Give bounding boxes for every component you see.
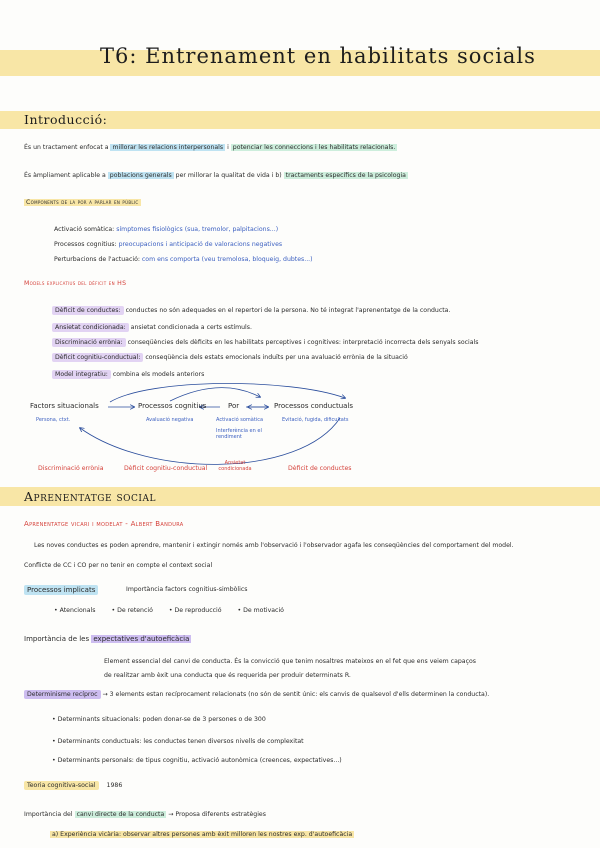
arrow (80, 418, 340, 464)
model-tag: Model integratiu: (52, 370, 111, 379)
teoria-line (24, 781, 122, 790)
model-text: conseqüència dels estats emocionals induïts per una avaluació errònia de la situació (145, 354, 408, 361)
intro-heading: Introducció: (24, 112, 108, 127)
components-heading (24, 199, 141, 206)
list-item: • Atencionals (54, 607, 96, 614)
component-detail: preocupacions i anticipació de valoracions negatives (118, 241, 283, 248)
social-line-2: Conflicte de CC i CO per no tenir en compte el context social (24, 562, 213, 569)
model-item (52, 353, 408, 362)
intro-line-1-highlight-2: potenciar les conneccions i les habilitats relacionals. (232, 144, 396, 151)
model-tag: Ansietat condicionada: (52, 323, 129, 332)
determinisme-line (24, 690, 489, 699)
component-label: Processos cognitius: (54, 241, 117, 248)
diagram-bottom-label: Dèficit cognitiu-conductual (124, 465, 208, 472)
diagram-node-cognitius: Processos cognitius (138, 402, 207, 410)
model-text: conseqüències dels dèficits en les habilitats perceptives i cognitives: interpretació incorrecta dels senyals socials (127, 339, 479, 346)
list-item-label: De reproducció (174, 607, 222, 614)
diagram-bottom-label: Dèficit de conductes (288, 465, 352, 472)
diagram-node-conductuals-sub: Evitació, fugida, dificultats (282, 417, 349, 423)
component-detail: com ens comporta (veu tremolosa, bloqueig, dubtes...) (141, 256, 313, 263)
component-label: Activació somàtica: (54, 226, 115, 233)
components-heading-text: Components de la por a parlar en públic (26, 199, 139, 206)
intro-line-2 (24, 172, 408, 179)
determinant-text: Determinants personals: de tipus cognitiu, activació autonòmica (creences, expectatives...) (57, 757, 342, 764)
teoria-year: 1986 (106, 782, 123, 789)
page-title: T6: Entrenament en habilitats socials (100, 44, 536, 68)
intro-line-2-prefix: És àmpliament aplicable a (24, 172, 106, 179)
expectatives-def-1: Element essencial del canvi de conducta. És la convicció que tenim nosaltres mateixos en el fet que ens veiem capaços (104, 658, 477, 665)
social-line-1: Les noves conductes es poden aprendre, mantenir i extingir només amb l'observació i l'observador agafa les conseqüències del comportament del model. (34, 542, 514, 549)
social-heading: Aprenentatge social (24, 489, 156, 504)
model-item (52, 370, 204, 379)
component-detail: símptomes fisiològics (sua, tremolor, palpitacions...) (116, 226, 279, 233)
model-tag: Dèficit cognitiu-conductual: (52, 353, 143, 362)
diagram-node-factors-sub: Persona, ctxt. (36, 417, 71, 423)
importancia-prefix: Importància del (24, 811, 73, 818)
intro-line-2-highlight-1: poblacions generals (109, 172, 172, 179)
model-tag: Dèficit de conductes: (52, 306, 124, 315)
social-subheading: Aprenentatge vicari i modelat - Albert Bandura (24, 520, 184, 528)
arrow (170, 388, 260, 401)
experiencia-text: a) Experiència vicària: observar altres persones amb èxit milloren les nostres exp. d'autoeficàcia (52, 831, 353, 838)
determinant-text: Determinants situacionals: poden donar-se de 3 persones o de 300 (57, 716, 266, 723)
diagram-node-factors: Factors situacionals (30, 402, 99, 410)
diagram-node-cognitius-sub: Avaluació negativa (146, 417, 194, 423)
list-item-label: De motivació (243, 607, 284, 614)
expectatives-def-2: de realitzar amb èxit una conducta que és requerida per produir determinats R. (104, 672, 351, 679)
expectatives-highlight: expectatives d'autoeficàcia (93, 635, 190, 643)
expectatives-line (24, 635, 191, 643)
diagram-node-por: Por (228, 402, 240, 410)
intro-line-1-mid: i (227, 144, 229, 151)
processos-tag (24, 585, 98, 595)
importancia-line (24, 811, 266, 818)
list-item-label: Atencionals (59, 607, 96, 614)
component-label: Perturbacions de l'actuació: (54, 256, 140, 263)
teoria-tag: Teoria cognitiva-social (24, 781, 99, 790)
determinant-item: • Determinants situacionals: poden donar-se de 3 persones o de 300 (52, 716, 266, 723)
processos-tag-label: Processos implicats (24, 585, 98, 595)
intro-line-2-mid: per millorar la qualitat de vida i b) (175, 172, 282, 179)
processos-text: Importància factors cognitius-simbòlics (126, 586, 248, 593)
diagram-node-conductuals: Processos conductuals (274, 402, 354, 410)
intro-line-1-highlight-1: millorar les relacions interpersonals (112, 144, 224, 151)
model-text: ansietat condicionada a certs estímuls. (130, 324, 252, 331)
determinant-text: Determinants conductuals: les conductes tenen diversos nivells de complexitat (57, 738, 304, 745)
intro-line-2-highlight-2: tractaments específics de la psicologia (285, 172, 406, 179)
list-item: • De motivació (237, 607, 284, 614)
experiencia-line (50, 831, 354, 838)
component-item (54, 241, 282, 248)
component-item (54, 256, 313, 263)
determinisme-text: → 3 elements estan recíprocament relacionats (no són de sentit únic: els canvis de qualsevol d'ells determinen la conducta). (102, 691, 490, 698)
diagram-node-por-sub-2: Interferència en el rendiment (216, 428, 262, 440)
list-item: • De reproducció (168, 607, 222, 614)
intro-line-1-prefix: És un tractament enfocat a (24, 144, 109, 151)
list-item-label: De retenció (117, 607, 153, 614)
model-item (52, 306, 450, 315)
model-item (52, 338, 478, 347)
diagram-bottom-label: Ansietat condicionada (218, 460, 252, 472)
model-text: conductes no són adequades en el repertori de la persona. No té integrat l'aprenentatge de la conducta. (125, 307, 451, 314)
determinant-item: • Determinants conductuals: les conductes tenen diversos nivells de complexitat (52, 738, 304, 745)
diagram-bottom-label: Discriminació errònia (38, 465, 104, 472)
intro-line-1 (24, 144, 397, 151)
model-tag: Discriminació errònia: (52, 338, 126, 347)
model-item (52, 323, 252, 332)
arrow (110, 383, 345, 402)
component-item (54, 226, 278, 233)
importancia-highlight: canvi directe de la conducta (76, 811, 165, 818)
models-heading: Models explicatius del dèficit en HS (24, 280, 127, 287)
bullet-list (54, 607, 284, 614)
model-text: combina els models anteriors (112, 371, 205, 378)
determinant-item: • Determinants personals: de tipus cognitiu, activació autonòmica (creences, expectatives...) (52, 757, 342, 764)
diagram-node-por-sub-1: Activació somàtica (216, 417, 264, 423)
expectatives-prefix: Importància de les (24, 635, 90, 643)
list-item: • De retenció (111, 607, 153, 614)
determinisme-tag: Determinisme recíproc (24, 690, 101, 699)
importancia-suffix: → Proposa diferents estratègies (168, 811, 266, 818)
